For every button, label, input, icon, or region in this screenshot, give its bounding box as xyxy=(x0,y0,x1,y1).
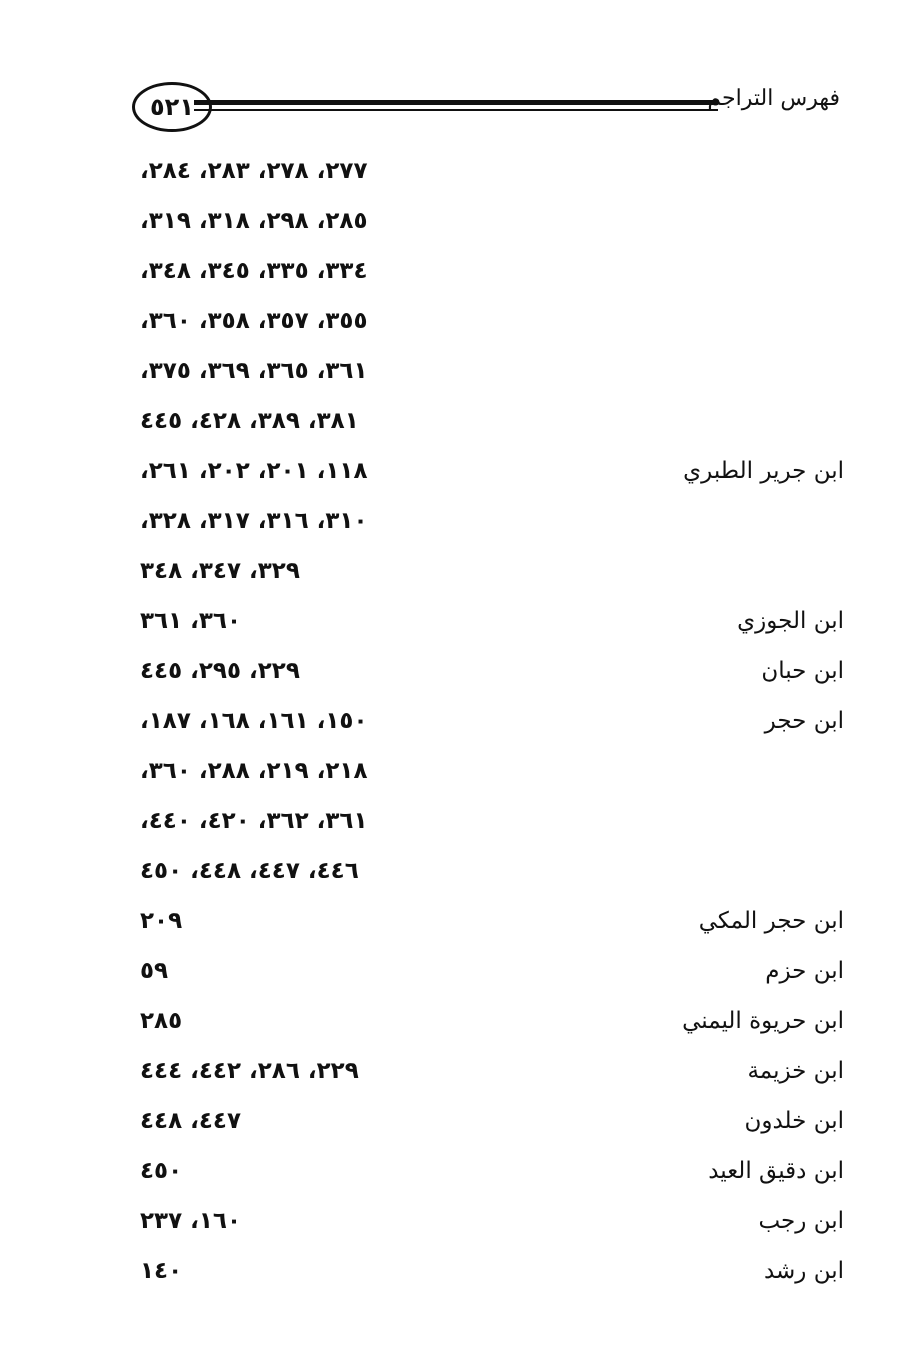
page-title: فهرس التراجم xyxy=(707,86,840,111)
index-row xyxy=(120,1108,844,1158)
page-references: ٤٥٠ xyxy=(140,1158,183,1184)
index-row xyxy=(120,408,844,458)
person-name: ابن خزيمة xyxy=(747,1058,844,1084)
index-row xyxy=(120,658,844,708)
index-row xyxy=(120,958,844,1008)
index-row xyxy=(120,858,844,908)
index-row xyxy=(120,1008,844,1058)
page-references: ٢٧٧، ٢٧٨، ٢٨٣، ٢٨٤، xyxy=(140,158,368,184)
page-references: ٣١٠، ٣١٦، ٣١٧، ٣٢٨، xyxy=(140,508,368,534)
index-row xyxy=(120,558,844,608)
person-name: ابن حبان xyxy=(761,658,844,684)
index-row xyxy=(120,358,844,408)
index-row xyxy=(120,158,844,208)
page-references: ٤٤٧، ٤٤٨ xyxy=(140,1108,241,1134)
page-number-badge: ٥٢١ xyxy=(132,82,212,132)
index-row xyxy=(120,308,844,358)
index-row xyxy=(120,458,844,508)
page-references: ٢٢٩، ٢٨٦، ٤٤٢، ٤٤٤ xyxy=(140,1058,359,1084)
page-references: ٤٤٦، ٤٤٧، ٤٤٨، ٤٥٠ xyxy=(140,858,359,884)
page-references: ١١٨، ٢٠١، ٢٠٢، ٢٦١، xyxy=(140,458,368,484)
page-references: ١٤٠ xyxy=(140,1258,183,1284)
page-references: ١٥٠، ١٦١، ١٦٨، ١٨٧، xyxy=(140,708,368,734)
page-references: ٣٥٥، ٣٥٧، ٣٥٨، ٣٦٠، xyxy=(140,308,368,334)
person-name: ابن الجوزي xyxy=(737,608,844,634)
page-references: ٣٦١، ٣٦٢، ٤٢٠، ٤٤٠، xyxy=(140,808,368,834)
index-row xyxy=(120,258,844,308)
page-references: ٣٦١، ٣٦٥، ٣٦٩، ٣٧٥، xyxy=(140,358,368,384)
page-references: ١٦٠، ٢٣٧ xyxy=(140,1208,241,1234)
page-references: ٣٦٠، ٣٦١ xyxy=(140,608,241,634)
header-rule xyxy=(194,97,718,115)
index-row xyxy=(120,1258,844,1308)
page-references: ٢٨٥، ٢٩٨، ٣١٨، ٣١٩، xyxy=(140,208,368,234)
page-references: ٥٩ xyxy=(140,958,169,984)
person-name: ابن رشد xyxy=(763,1258,844,1284)
page-references: ٣٣٤، ٣٣٥، ٣٤٥، ٣٤٨، xyxy=(140,258,368,284)
page-references: ٢٠٩ xyxy=(140,908,183,934)
person-name: ابن حجر المكي xyxy=(698,908,844,934)
person-name: ابن دقيق العيد xyxy=(708,1158,844,1184)
page-references: ٢٢٩، ٢٩٥، ٤٤٥ xyxy=(140,658,300,684)
header-rule-thick xyxy=(194,100,718,105)
person-name: ابن حزم xyxy=(765,958,844,984)
index-row xyxy=(120,708,844,758)
header-rule-thin xyxy=(194,109,718,111)
index-row xyxy=(120,508,844,558)
page-references: ٢٨٥ xyxy=(140,1008,183,1034)
person-name: ابن حجر xyxy=(764,708,844,734)
person-name: ابن جرير الطبري xyxy=(683,458,844,484)
person-name: ابن حريوة اليمني xyxy=(682,1008,844,1034)
index-row xyxy=(120,758,844,808)
page-references: ٢١٨، ٢١٩، ٢٨٨، ٣٦٠، xyxy=(140,758,368,784)
index-row xyxy=(120,1208,844,1258)
page-header xyxy=(128,80,844,136)
index-row xyxy=(120,608,844,658)
page-references: ٣٨١، ٣٨٩، ٤٢٨، ٤٤٥ xyxy=(140,408,359,434)
person-name: ابن خلدون xyxy=(744,1108,844,1134)
index-row xyxy=(120,808,844,858)
index-row xyxy=(120,208,844,258)
index-row xyxy=(120,908,844,958)
index-row xyxy=(120,1158,844,1208)
page-references: ٣٢٩، ٣٤٧، ٣٤٨ xyxy=(140,558,300,584)
index-row xyxy=(120,1058,844,1108)
person-name: ابن رجب xyxy=(758,1208,844,1234)
